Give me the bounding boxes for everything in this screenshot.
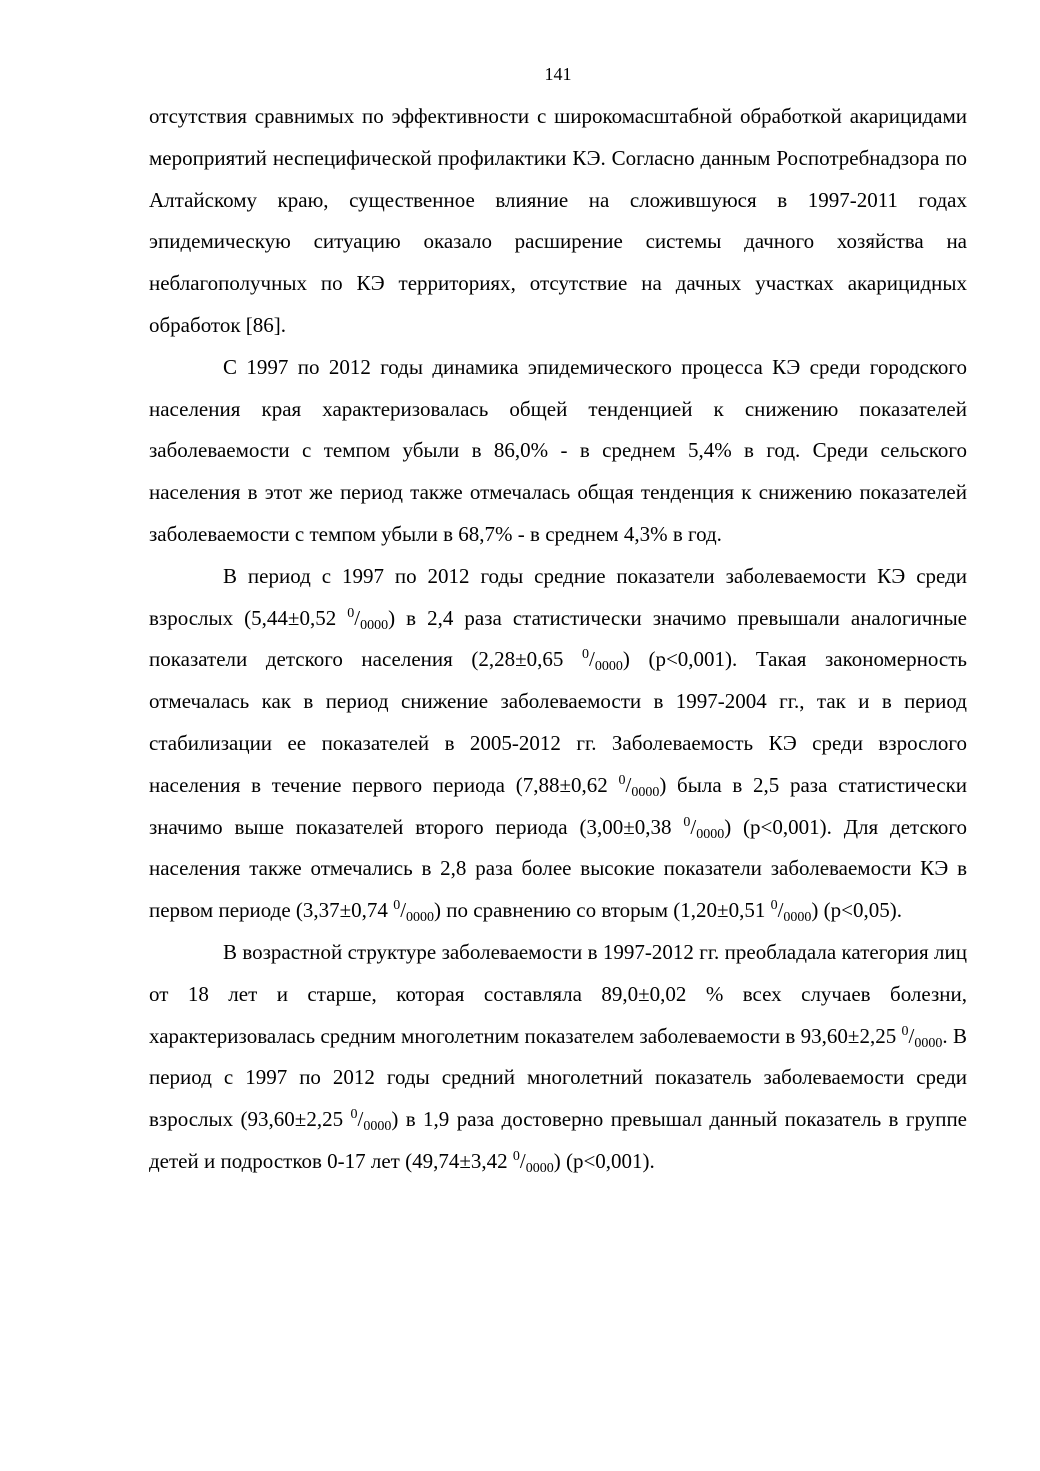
unit-superscript: 0 <box>582 647 590 663</box>
unit-slash: / <box>400 898 407 923</box>
unit-superscript: 0 <box>770 898 778 914</box>
unit-slash: / <box>690 814 697 839</box>
paragraph-3-segment: ) по сравнению со вторым (1,20±0,51 <box>434 898 766 923</box>
unit-superscript: 0 <box>350 1107 358 1123</box>
unit-subscript: 0000 <box>406 910 435 926</box>
unit-subscript: 0000 <box>594 659 623 675</box>
paragraph-1 <box>149 96 967 347</box>
unit-slash: / <box>357 1107 364 1132</box>
unit-subscript: 0000 <box>696 826 725 842</box>
unit-subscript: 0000 <box>631 784 660 800</box>
unit-superscript: 0 <box>347 605 355 621</box>
unit-subscript: 0000 <box>783 910 812 926</box>
paragraph-3-segment: В период с 1997 по 2012 годы средние показатели заболеваемости КЭ среди взрослых (5,44±0,52 <box>149 563 967 630</box>
paragraph-2-text: С 1997 по 2012 годы динамика эпидемического процесса КЭ среди городского населения края характеризовалась общей тенденцией к снижению показателей заболеваемости с темпом убыли в 86,0% - в среднем 5,4% в год. Среди сельского населения в этот же период также отмечалась общая тенденция к снижению показателей заболеваемости с темпом убыли в 68,7% - в среднем 4,3% в год. <box>149 354 967 546</box>
paragraph-1-text: отсутствия сравнимых по эффективности с широкомасштабной обработкой акарицидами мероприятий неспецифической профилактики КЭ. Согласно данным Роспотребнадзора по Алтайскому краю, существенное влияние на сложившуюся в 1997-2011 годах эпидемическую ситуацию оказало расширение системы дачного хозяйства на неблагополучных по КЭ территориях, отсутствие на дачных участках акарицидных обработок [86]. <box>149 104 967 337</box>
paragraph-3-segment: ) (р<0,05). <box>811 898 902 923</box>
paragraph-4 <box>149 932 967 1183</box>
paragraph-4-segment: В возрастной структуре заболеваемости в 1997-2012 гг. преобладала категория лиц от 18 лет и старше, которая составляла 89,0±0,02 % всех случаев болезни, характеризовалась средним многолетним показателем заболеваемости в 93,60±2,25 <box>149 939 967 1048</box>
unit-slash: / <box>589 647 595 672</box>
unit-subscript: 0000 <box>525 1160 554 1176</box>
unit-slash: / <box>908 1023 915 1048</box>
unit-slash: / <box>519 1148 526 1173</box>
paragraph-3-segment: ) (р<0,001). Такая закономерность отмечалась как в период снижение заболеваемости в 1997-2004 гг., так и в период стабилизации ее показателей в 2005-2012 гг. Заболеваемость КЭ среди взрослого населения в течение первого периода (7,88±0,62 <box>149 647 967 797</box>
unit-superscript: 0 <box>901 1023 909 1039</box>
unit-superscript: 0 <box>393 898 401 914</box>
paragraph-2 <box>149 347 967 556</box>
unit-slash: / <box>777 898 784 923</box>
paragraph-4-segment: ) (р<0,001). <box>553 1148 655 1173</box>
paragraph-3-segment: ) была в 2,5 раза статистически значимо выше показателей второго периода (3,00±0,38 <box>149 772 968 839</box>
unit-slash: / <box>625 772 632 797</box>
unit-slash: / <box>354 605 361 630</box>
paragraph-4-segment: . В период с 1997 по 2012 годы средний многолетний показатель заболеваемости среди взрослых (93,60±2,25 <box>149 1023 967 1132</box>
unit-superscript: 0 <box>683 814 691 830</box>
unit-subscript: 0000 <box>363 1119 392 1135</box>
paragraph-3-segment: ) в 2,4 раза статистически значимо превышали аналогичные показатели детского населения (2,28±0,65 <box>149 605 968 672</box>
unit-superscript: 0 <box>618 772 626 788</box>
page-number: 141 <box>544 64 572 84</box>
unit-superscript: 0 <box>512 1148 520 1164</box>
unit-subscript: 0000 <box>914 1035 943 1051</box>
paragraph-4-segment: ) в 1,9 раза достоверно превышал данный показатель в группе детей и подростков 0-17 лет (49,74±3,42 <box>149 1107 967 1173</box>
unit-subscript: 0000 <box>360 617 389 633</box>
paragraph-3 <box>149 556 967 932</box>
paragraph-3-segment: ) (р<0,001). Для детского населения также отмечались в 2,8 раза более высокие показатели заболеваемости КЭ в первом периоде (3,37±0,74 <box>149 814 967 923</box>
document-body <box>149 96 967 1183</box>
